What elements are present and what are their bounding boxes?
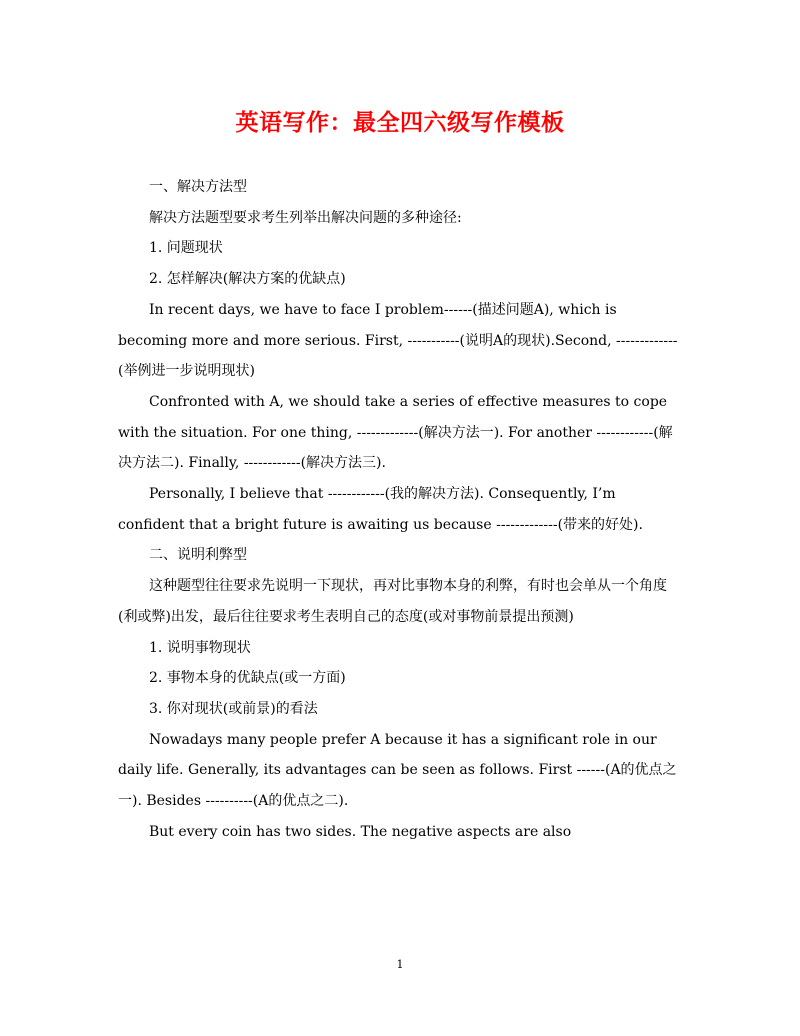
- list-item: 1. 说明事物现状: [149, 639, 251, 656]
- list-item: 2. 事物本身的优缺点(或一方面): [149, 670, 346, 687]
- section-heading-pros-cons-type: 二、说明利弊型: [149, 547, 247, 564]
- page-number: 1: [396, 958, 404, 971]
- paragraph: 这种题型往往要求先说明一下现状，再对比事物本身的利弊，有时也会单从一个角度(利或弊)出发，最后往往要求考生表明自己的态度(或对事物前景提出预测): [118, 578, 667, 625]
- list-item: 1. 问题现状: [149, 240, 223, 257]
- section-heading-solution-type: 一、解决方法型: [149, 179, 247, 195]
- paragraph: Confronted with A, we should take a series of effective measures to cope with the situation. For one thing, -------------(解决方法一). For another ------------(解决方法二). Finally, ------------(解决方法三).: [118, 393, 673, 472]
- paragraph: 解决方法题型要求考生列举出解决问题的多种途径:: [149, 209, 462, 226]
- document-body: [118, 172, 678, 847]
- document-title: 英语写作：最全四六级写作模板: [235, 109, 565, 136]
- paragraph: Personally, I believe that ------------(我的解决方法). Consequently, I’m confident that a bright future is awaiting us because -------------(带来的好处).: [118, 486, 643, 533]
- list-item: 3. 你对现状(或前景)的看法: [149, 700, 318, 717]
- paragraph: In recent days, we have to face I problem------(描述问题A), which is becoming more and more serious. First, -----------(说明A的现状).Second, -------------(举例进一步说明现状): [118, 301, 678, 380]
- list-item: 2. 怎样解决(解决方案的优缺点): [149, 271, 346, 288]
- paragraph: Nowadays many people prefer A because it has a significant role in our daily life. Generally, its advantages can be seen as follows. First ------(A的优点之一). Besides ----------(A的优点之二).: [118, 731, 677, 810]
- paragraph: But every coin has two sides. The negative aspects are also: [149, 823, 572, 840]
